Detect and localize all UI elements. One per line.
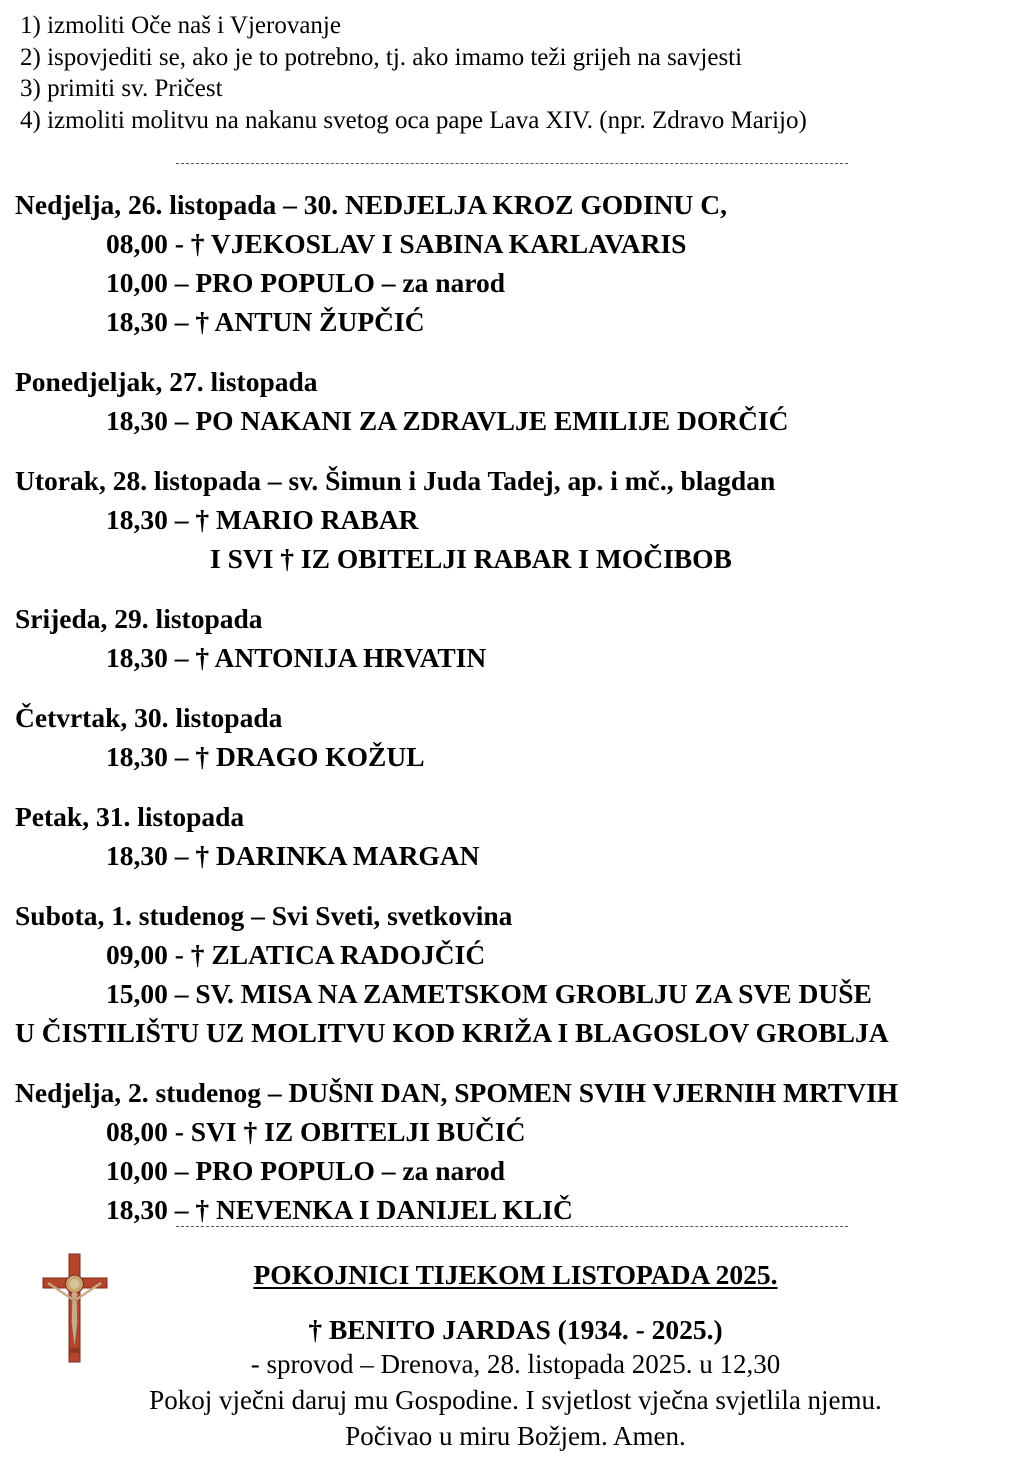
- day-title: Petak, 31. listopada: [15, 801, 245, 832]
- intro-item: 1) izmoliti Oče naš i Vjerovanje: [20, 12, 341, 39]
- day-title: Subota, 1. studenog – Svi Sveti, svetkovina: [15, 900, 513, 931]
- schedule-day: [15, 363, 1025, 440]
- day-title: Ponedjeljak, 27. listopada: [15, 366, 318, 397]
- deceased-heading: [0, 1258, 1031, 1292]
- mass-entry: 08,00 - † VJEKOSLAV I SABINA KARLAVARIS: [106, 228, 687, 259]
- day-title: Četvrtak, 30. listopada: [15, 702, 283, 733]
- schedule-day: [15, 798, 1025, 875]
- schedule-day: [15, 600, 1025, 677]
- mass-entry-continuation: U ČISTILIŠTU UZ MOLITVU KOD KRIŽA I BLAGOSLOV GROBLJA: [15, 1017, 889, 1048]
- mass-entry: 10,00 – PRO POPULO – za narod: [106, 267, 506, 298]
- mass-entry: 08,00 - SVI † IZ OBITELJI BUČIĆ: [106, 1116, 526, 1147]
- mass-entry: 18,30 – † DRAGO KOŽUL: [106, 741, 425, 772]
- deceased-heading-text: POKOJNICI TIJEKOM LISTOPADA 2025.: [253, 1259, 778, 1290]
- intro-list: [20, 10, 807, 136]
- mass-entry: 18,30 – † MARIO RABAR: [106, 504, 419, 535]
- day-title: Nedjelja, 2. studenog – DUŠNI DAN, SPOMEN SVIH VJERNIH MRTVIH: [15, 1077, 899, 1108]
- day-title: Nedjelja, 26. listopada – 30. NEDJELJA KROZ GODINU C,: [15, 189, 727, 220]
- intro-item: 2) ispovjediti se, ako je to potrebno, tj. ako imamo teži grijeh na savjesti: [20, 43, 743, 71]
- mass-entry: 18,30 – † DARINKA MARGAN: [106, 840, 480, 871]
- intro-item: 3) primiti sv. Pričest: [20, 75, 223, 102]
- schedule-day: [15, 186, 1025, 341]
- day-title: Srijeda, 29. listopada: [15, 603, 263, 634]
- funeral-info: - sprovod – Drenova, 28. listopada 2025. u 12,30: [250, 1349, 781, 1379]
- divider-top: [176, 163, 848, 164]
- mass-entry: 18,30 – † NEVENKA I DANIJEL KLIČ: [106, 1194, 573, 1225]
- intro-item: 4) izmoliti molitvu na nakanu svetog oca pape Lava XIV. (npr. Zdravo Marijo): [20, 106, 807, 134]
- mass-schedule: [15, 186, 1025, 1251]
- prayer-line: Počivao u miru Božjem. Amen.: [345, 1421, 686, 1451]
- schedule-day: [15, 897, 1025, 1052]
- divider-bottom: [176, 1226, 848, 1227]
- mass-entry-extra: I SVI † IZ OBITELJI RABAR I MOČIBOB: [210, 543, 732, 574]
- schedule-day: [15, 699, 1025, 776]
- deceased-name: † BENITO JARDAS (1934. - 2025.): [308, 1314, 723, 1345]
- mass-entry: 15,00 – SV. MISA NA ZAMETSKOM GROBLJU ZA SVE DUŠE: [106, 978, 872, 1009]
- mass-entry: 18,30 – † ANTUN ŽUPČIĆ: [106, 306, 425, 337]
- schedule-day: [15, 462, 1025, 578]
- mass-entry: 10,00 – PRO POPULO – za narod: [106, 1155, 506, 1186]
- mass-entry: 18,30 – † ANTONIJA HRVATIN: [106, 642, 487, 673]
- mass-entry: 18,30 – PO NAKANI ZA ZDRAVLJE EMILIJE DORČIĆ: [106, 405, 789, 436]
- prayer-line: Pokoj vječni daruj mu Gospodine. I svjetlost vječna svjetlila njemu.: [149, 1385, 882, 1415]
- day-title: Utorak, 28. listopada – sv. Šimun i Juda Tadej, ap. i mč., blagdan: [15, 465, 776, 496]
- schedule-day: [15, 1074, 1025, 1229]
- mass-entry: 09,00 - † ZLATICA RADOJČIĆ: [106, 939, 486, 970]
